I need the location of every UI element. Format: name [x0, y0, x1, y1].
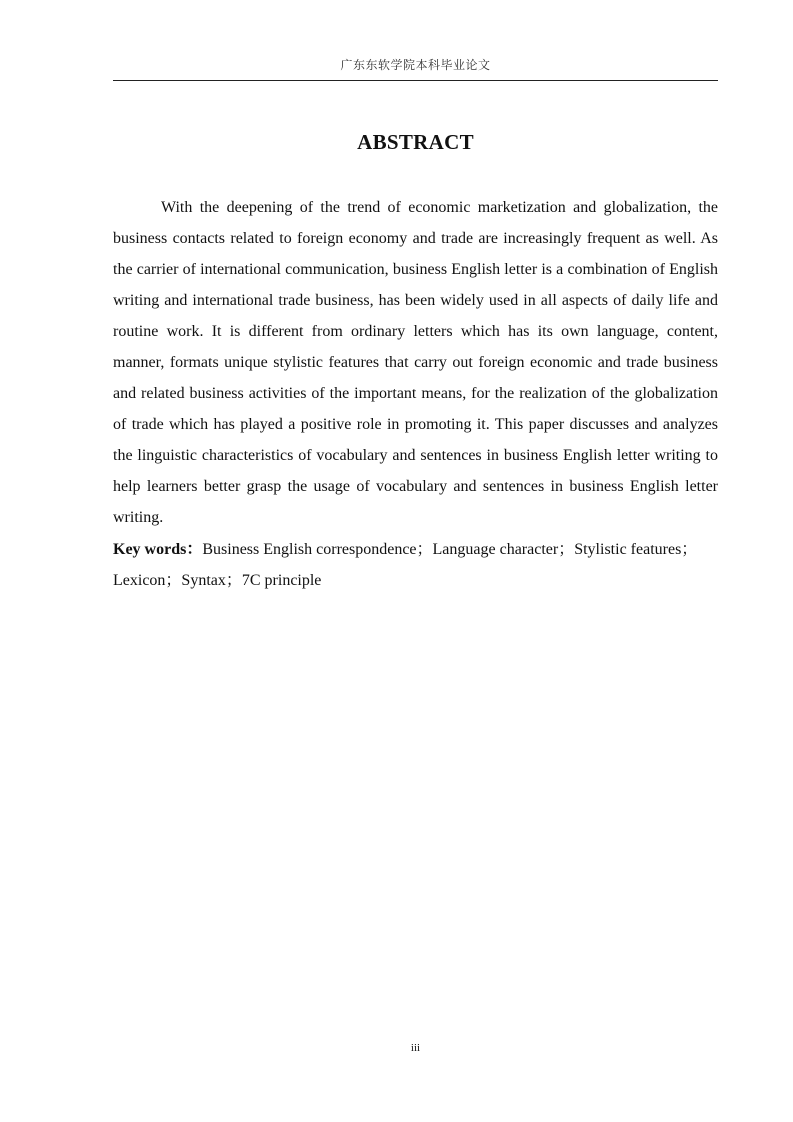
- keywords-paragraph: [113, 534, 718, 596]
- running-header: 广东东软学院本科毕业论文: [340, 58, 491, 72]
- keywords-label: Key words：: [113, 541, 203, 558]
- page-number: iii: [410, 1042, 421, 1054]
- header-divider: [113, 80, 718, 81]
- abstract-title: ABSTRACT: [357, 130, 474, 154]
- abstract-body: With the deepening of the trend of economic marketization and globalization, the business contacts related to foreign economy and trade are increasingly frequent as well. As the carrier of international communication, business English letter is a combination of English writing and international trade business, has been widely used in all aspects of daily life and routine work. It is different from ordinary letters which has its own language, content, manner, formats unique stylistic features that carry out foreign economic and trade business and related business activities of the important means, for the realization of the globalization of trade which has played a positive role in promoting it. This paper discusses and analyzes the linguistic characteristics of vocabulary and sentences in business English letter writing to help learners better grasp the usage of vocabulary and sentences in business English letter writing.: [113, 199, 718, 526]
- keywords-text: Business English correspondence；Language character；Stylistic features；Lexicon；Syntax；7C principle: [113, 541, 698, 589]
